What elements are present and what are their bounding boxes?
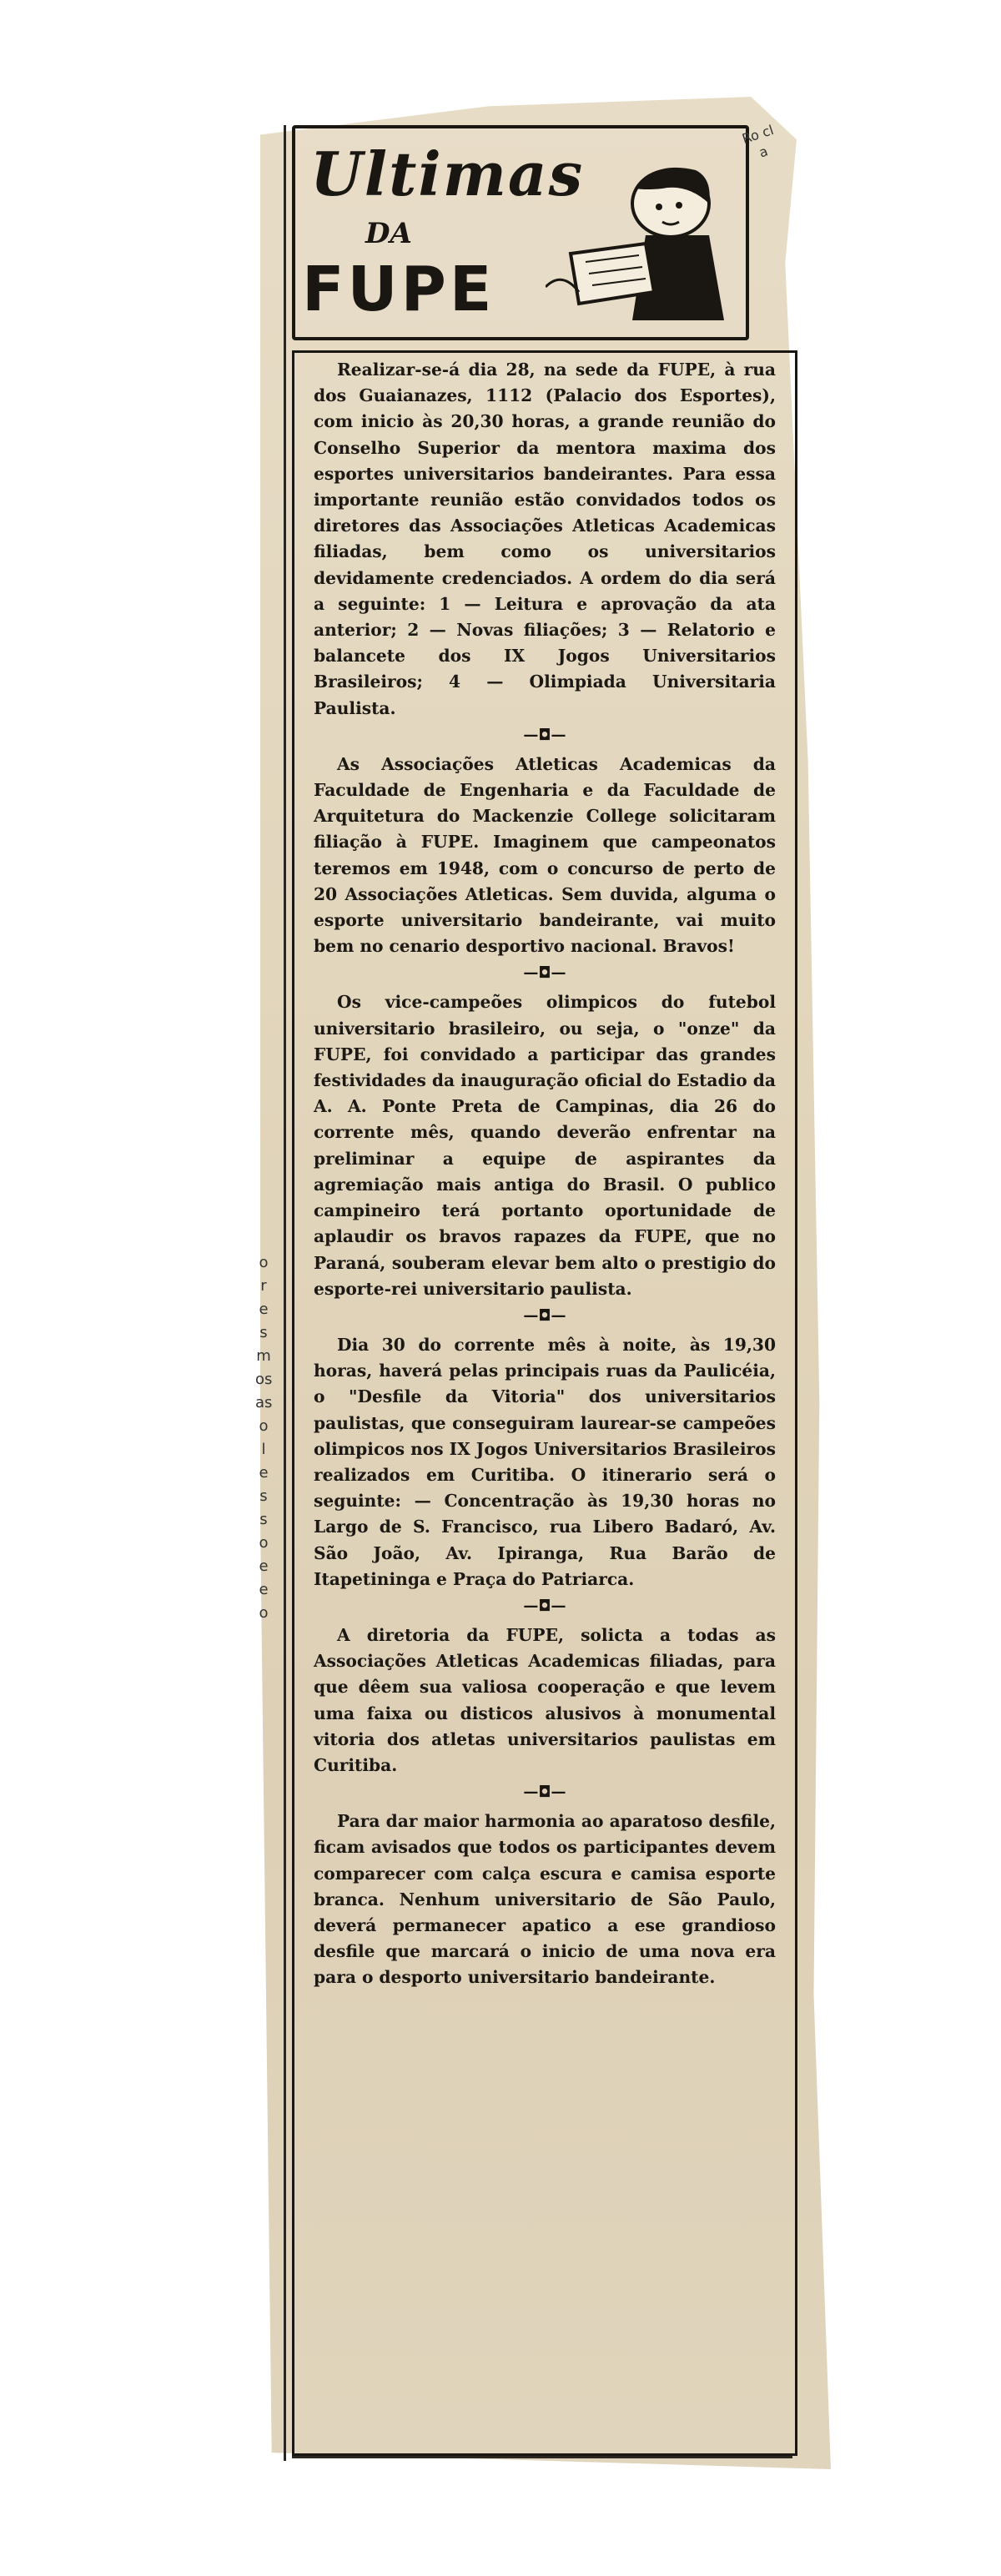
paragraph-3: Os vice-campeões olimpicos do futebol universitario brasileiro, ou seja, o "onze" da FUPE, foi convidado a participar das grandes festividades da inauguração oficial do Estadio da A. A. Ponte Preta de Campinas, dia 26 do corrente mês, quando deverão enfrentar na preliminar a equipe de aspirantes da agremiação mais antiga do Brasil. O publico campineiro terá portanto oportunidade de aplaudir os bravos rapazes da FUPE, que no Paraná, souberam elevar bem alto o prestigio do esporte-rei universitario paulista. (314, 992, 776, 1299)
fragment-char: os (255, 1371, 273, 1388)
torn-corner-text: Ro cl a (740, 122, 776, 161)
separator-ornament-icon: —◘— (523, 1784, 566, 1802)
fragment-char: o (259, 1604, 269, 1622)
bottom-rule (292, 2456, 792, 2458)
masthead-big-title: FUPE (302, 254, 495, 325)
paragraph-1: Realizar-se-á dia 28, na sede da FUPE, à rua dos Guaianazes, 1112 (Palacio dos Esportes), com inicio às 20,30 horas, a grande reunião do Conselho Superior da mentora maxima dos esportes universitarios bandeirantes. Para essa importante reunião estão convidados todos os diretores das Associações Atleticas Academicas filiadas, bem como os universitarios devidamente credenciados. A ordem do dia será a seguinte: 1 — Leitura e aprovação da ata anterior; 2 — Novas filiações; 3 — Relatorio e balancete dos IX Jogos Universitarios Brasileiros; 4 — Olimpiada Universitaria Paulista. (314, 360, 776, 718)
separator-ornament-icon: —◘— (523, 964, 566, 983)
fragment-char: as (255, 1394, 273, 1411)
fragment-char: m (256, 1347, 271, 1365)
fragment-char: s (259, 1487, 268, 1505)
fragment-char: l (261, 1441, 266, 1458)
fragment-char: s (259, 1324, 268, 1341)
paragraph-4: Dia 30 do corrente mês à noite, às 19,30 horas, haverá pelas principais ruas da Paulicéia, o "Desfile da Vitoria" dos universitarios paulistas, que conseguiram laurear-se campeões olimpicos nos IX Jogos Universitarios Brasileiros realizados em Curitiba. O itinerario será o seguinte: — Concentração às 19,30 horas no Largo de S. Francisco, rua Libero Badaró, Av. São João, Av. Ipiranga, Rua Barão de Itapetininga e Praça do Patriarca. (314, 1334, 776, 1589)
masthead-script-title: Ultimas (310, 138, 585, 209)
fragment-char: e (259, 1581, 269, 1598)
fragment-char: e (259, 1301, 269, 1318)
article-body (314, 357, 776, 1991)
paragraph-5: A diretoria da FUPE, solicta a todas as Associações Atleticas Academicas filiadas, para que dêem sua valiosa cooperação e que levem uma faixa ou disticos alusivos à monumental vitoria dos atletas universitarios paulistas em Curitiba. (314, 1624, 776, 1775)
fragment-char: o (259, 1534, 269, 1552)
cartoon-student-reading-icon (546, 145, 737, 329)
masthead (292, 125, 749, 340)
fragment-char: e (259, 1464, 269, 1482)
fragment-char: r (260, 1277, 267, 1295)
separator-ornament-icon: —◘— (523, 1597, 566, 1615)
fragment-char: o (259, 1254, 269, 1271)
masthead-small-word: DA (365, 217, 412, 250)
fragment-char: o (259, 1417, 269, 1435)
adjacent-column-fragments (255, 1251, 272, 1625)
column-rule-left (284, 125, 286, 2461)
paragraph-6: Para dar maior harmonia ao aparatoso desfile, ficam avisados que todos os participantes devem comparecer com calça escura e camisa esporte branca. Nenhum universitario de São Paulo, deverá permanecer apatico a ese grandioso desfile que marcará o inicio de uma nova era para o desporto universitario bandeirante. (314, 1811, 776, 1988)
separator-ornament-icon: —◘— (523, 726, 566, 744)
separator-ornament-icon: —◘— (523, 1306, 566, 1325)
fragment-char: s (259, 1511, 268, 1528)
fragment-char: e (259, 1557, 269, 1575)
paragraph-2: As Associações Atleticas Academicas da Faculdade de Engenharia e da Faculdade de Arquitetura do Mackenzie College solicitaram filiação à FUPE. Imaginem que campeonatos teremos em 1948, com o concurso de perto de 20 Associações Atleticas. Sem duvida, alguma o esporte universitario bandeirante, vai muito bem no cenario desportivo nacional. Bravos! (314, 753, 776, 957)
